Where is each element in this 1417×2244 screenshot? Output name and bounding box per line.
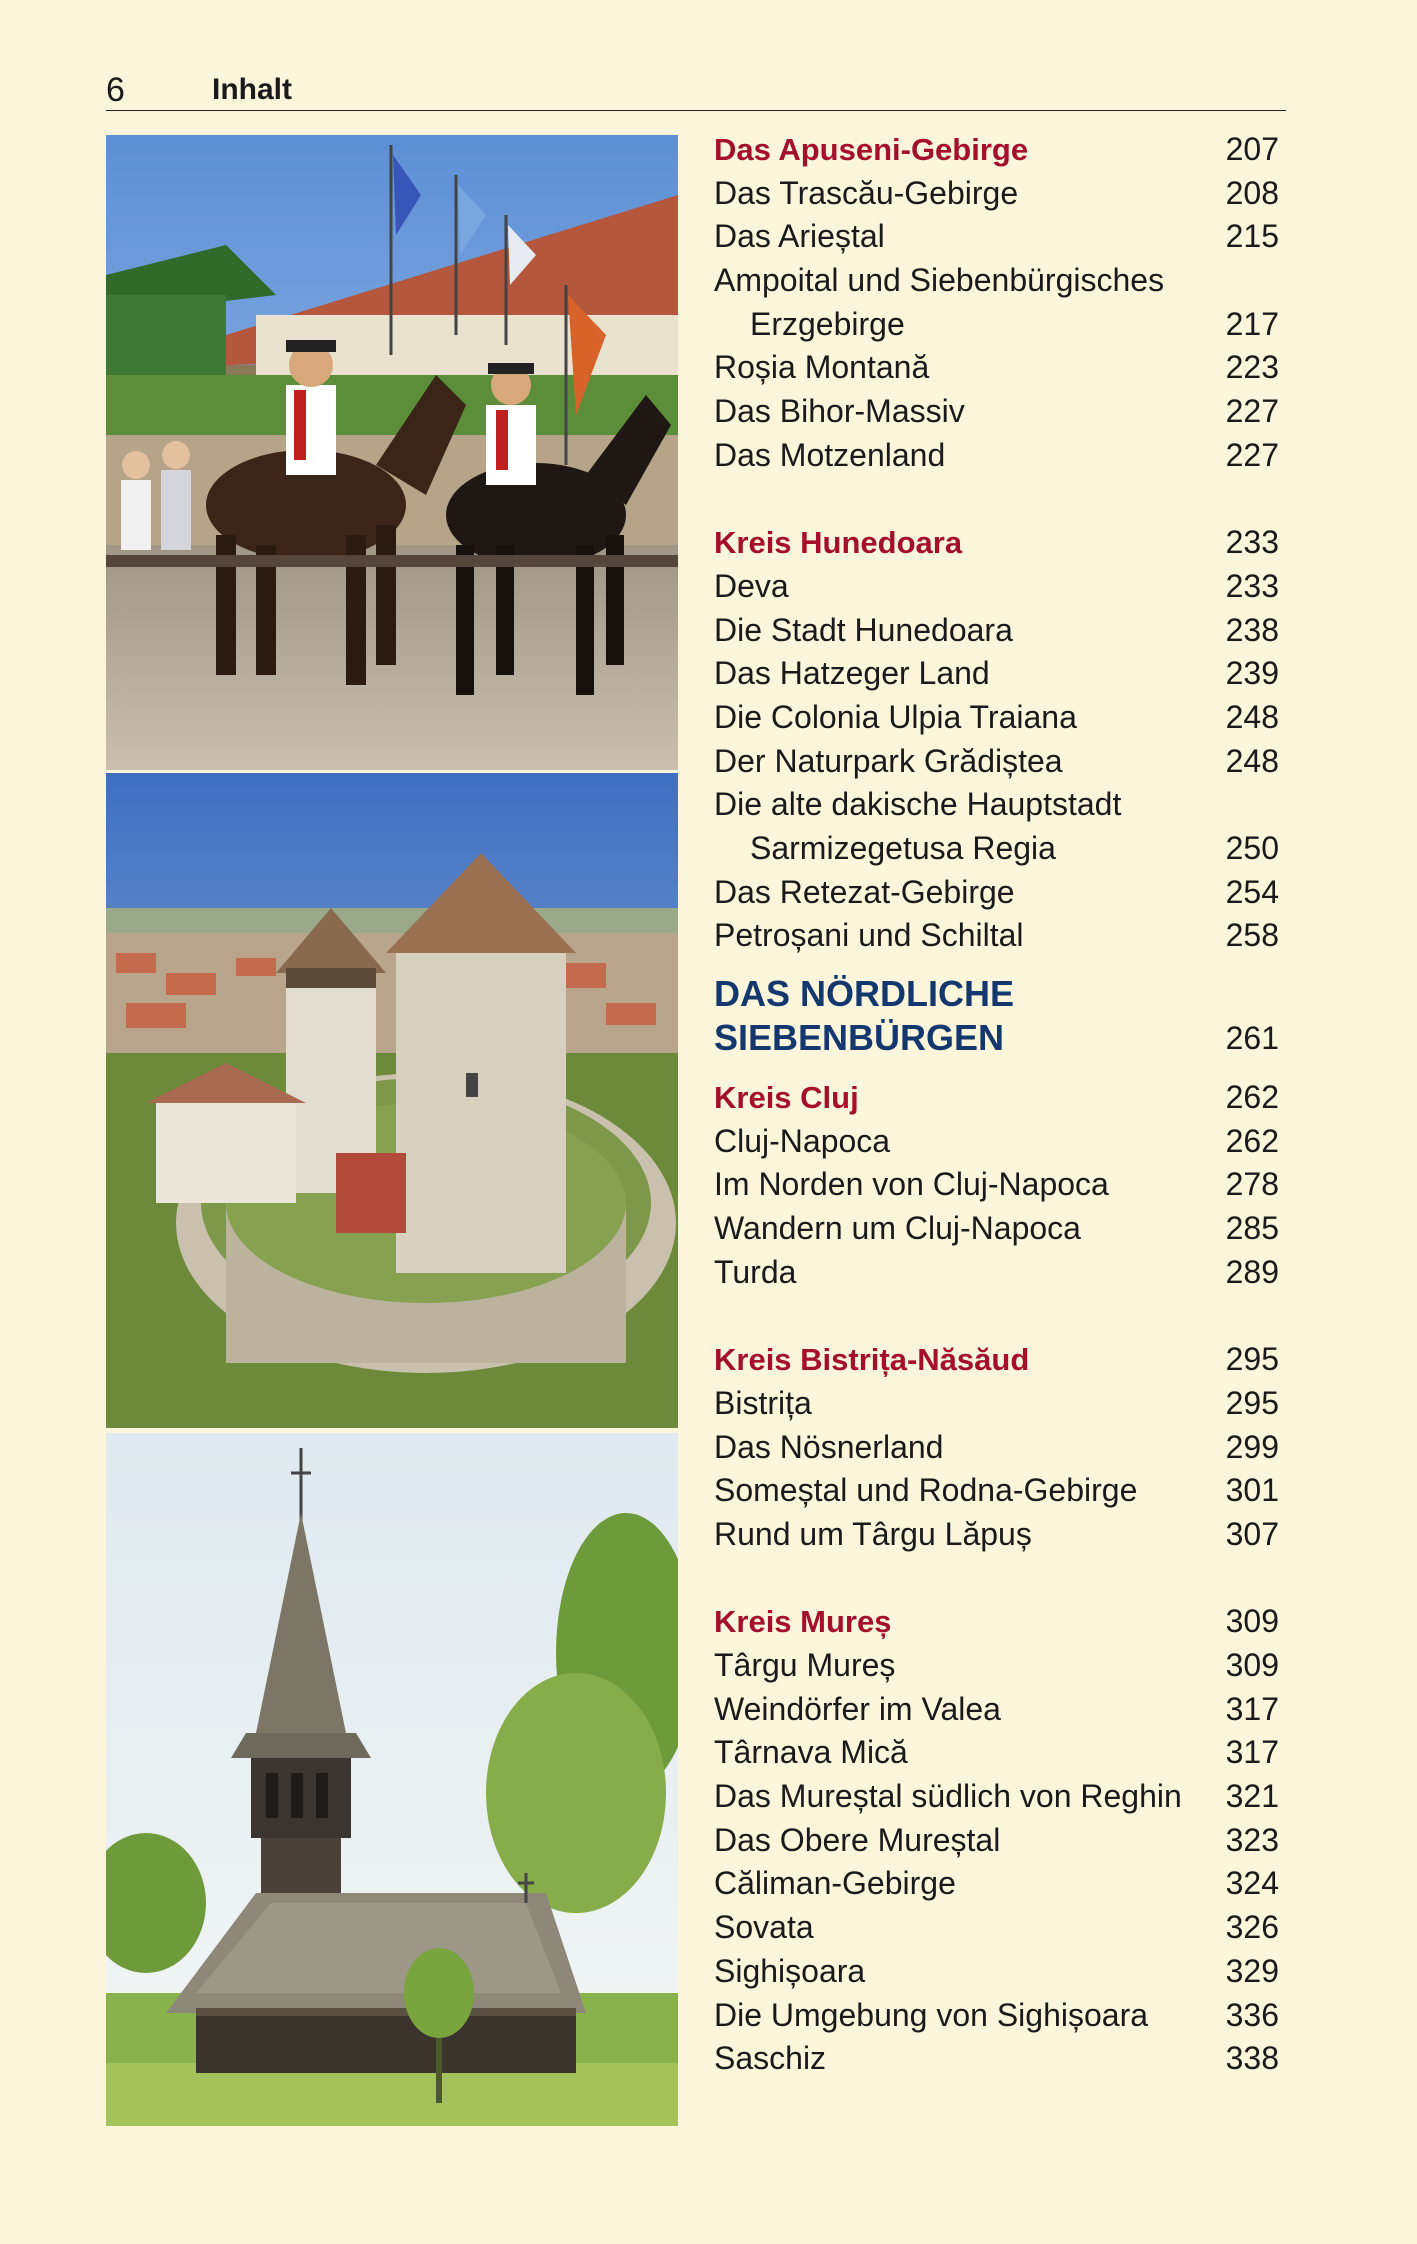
toc-entry: Sarmizegetusa Regia 250 [750,830,1279,866]
toc-entry: Roșia Montană 223 [714,349,1279,386]
toc-entry: Die alte dakische Hauptstadt [714,786,1122,823]
toc-entry: Ampoital und Siebenbürgisches [714,262,1165,299]
wooden-church-photo [106,1433,678,2126]
toc-entry: Târgu Mureș 309 [714,1647,1279,1683]
toc-entry: Die Stadt Hunedoara 238 [714,611,1279,648]
chapter-title: Inhalt [212,73,292,106]
toc-entry: Rund um Târgu Lăpuș 307 [714,1515,1279,1552]
toc-entry: Das Nösnerland 299 [714,1428,1279,1465]
toc-entry: Turda 289 [714,1253,1279,1290]
toc-entry: Someștal und Rodna-Gebirge 301 [714,1472,1279,1509]
toc-entry: Im Norden von Cluj-Napoca 278 [714,1166,1279,1203]
toc-entry: Das Retezat-Gebirge 254 [714,873,1279,910]
toc-entry: Das Arieștal 215 [714,218,1279,255]
toc-entry: Saschiz 338 [714,2040,1279,2077]
toc-entry: Das Obere Mureștal 323 [714,1821,1279,1858]
toc-entry: Căliman-Gebirge 324 [714,1865,1279,1902]
toc-section-heading: Kreis Mureș 309 [714,1603,1279,1640]
toc-entry: Sighișoara 329 [714,1952,1279,1989]
toc-section-heading: Kreis Hunedoara 233 [714,524,1279,561]
toc-major-heading: DAS NÖRDLICHE SIEBENBÜRGEN 261 [714,973,1279,1059]
table-of-contents [714,128,1279,2081]
toc-entry: Cluj-Napoca 262 [714,1122,1279,1159]
toc-entry: Petroșani und Schiltal 258 [714,917,1279,954]
toc-entry: Wandern um Cluj-Napoca 285 [714,1210,1279,1247]
fortified-church-photo [106,773,678,1428]
toc-entry: Der Naturpark Grădiștea 248 [714,742,1279,779]
toc-entry: Bistrița 295 [714,1384,1279,1421]
toc-entry: Târnava Mică 317 [714,1734,1279,1771]
toc-entry: Die Umgebung von Sighișoara 336 [714,1996,1279,2033]
toc-entry: Das Mureștal südlich von Reghin 321 [714,1778,1279,1815]
toc-entry: Die Colonia Ulpia Traiana 248 [714,698,1279,735]
toc-section-heading: Kreis Cluj 262 [714,1079,1279,1116]
toc-entry: Weindörfer im Valea 317 [714,1690,1279,1727]
page-number: 6 [106,71,125,109]
toc-entry: Das Hatzeger Land 239 [714,655,1279,692]
toc-entry: Sovata 326 [714,1909,1279,1946]
toc-section-heading: Kreis Bistrița-Năsăud 295 [714,1341,1279,1378]
horsemen-photo [106,135,678,770]
page-header [106,70,1286,111]
toc-entry: Das Motzenland 227 [714,436,1279,473]
toc-entry: Deva 233 [714,567,1279,604]
toc-section-heading: Das Apuseni-Gebirge 207 [714,131,1279,167]
toc-entry: Erzgebirge 217 [750,305,1279,342]
toc-entry: Das Bihor-Massiv 227 [714,393,1279,430]
toc-entry: Das Trascău-Gebirge 208 [714,174,1279,211]
